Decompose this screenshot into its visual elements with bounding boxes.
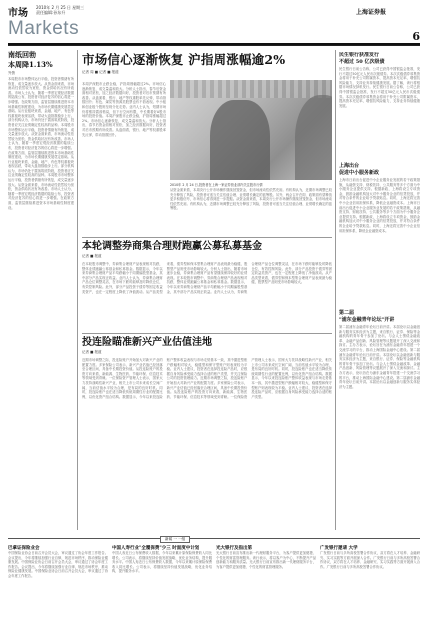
brief-2 <box>112 545 212 623</box>
right-headline-2: 上海出台 <box>339 163 360 169</box>
brief-3-headline: 光大银行及指出第 <box>216 546 252 551</box>
brief-2-text: 中国人寿近日公布保费收入数据，今年以来累计原保险保费收入同比增长。公司表示，将继续坚持价值发展战略，优化业务结构，提升服务水平。中国人寿近日公布保费收入数据，今年以来累计原保险保费收入同比增长。公司表示，将继续坚持价值发展战略，优化业务结构，提升服务水平。 <box>112 551 212 574</box>
brief-4-text: 广发银行日前与多所高校签署合作协议，双方将在人才培养、金融研究、实习实践等方面开展深入合作。广发银行日前与多所高校签署合作协议，双方将在人才培养、金融研究、实习实践等方面开展深入合作。广发银行日前与多所高校签署合作协议。 <box>320 551 420 569</box>
page-number: 6 <box>412 30 420 43</box>
left-tagline: 外资 <box>8 71 15 75</box>
brief-4-headline: 广发银行邀请 大学 <box>320 546 358 551</box>
brief-1-headline: 巴拿证保险业会 <box>8 546 40 551</box>
story3-headline: 投连险瞄准新兴产业估值洼地 <box>82 337 212 348</box>
photo-caption: 2010年 2 月 24 日,投资者在上海一家证券营业部内关注股市行情 <box>170 183 263 187</box>
brief-1-text: 中国保险业协会日前召开会员大会，审议通过了协会年度工作报告。会议提出，今年将继续加强行业自律，规范市场秩序，推动保险业健康发展。中国保险业协会日前召开会员大会，审议通过了协会年度工作报告。会议提出，今年将继续加强行业自律，规范市场秩序，推动保险业健康发展。中国保险业协会日前召开会员大会，审议通过了协会年度工作报告。 <box>8 551 108 578</box>
header-rule <box>8 43 420 45</box>
lead-headline: 市场信心逐渐恢复 沪指周涨幅逾2% <box>82 52 286 67</box>
left-column-text-block: 本周股市市场整体运行平稳，投资者情绪有所恢复，成交量逐步放大。从资金面来看，市场流动性依然较为宽松，资金供给状况有所改善。市场人士认为，随着一季度宏观经济数据的陆续公布，投资者对经济复苏的信心将进一步增强。在政策方面，监管层继续推进资本市场基础性制度建设，为市场长期健康发展奠定基础。从行业板块来看，金融、地产、有色等权重板块表现活跃，带动大盘指数稳步上行。部分机构认为，市场仍处于震荡筑底阶段，投资者应关注业绩确定性较高的品种。本周股市市场整体运行平稳，投资者情绪有所恢复，成交量逐步放大。从资金面来看，市场流动性依然较为宽松，资金供给状况有所改善。市场人士认为，随着一季度宏观经济数据的陆续公布，投资者对经济复苏的信心将进一步增强。在政策方面，监管层继续推进资本市场基础性制度建设，为市场长期健康发展奠定基础。从行业板块来看，金融、地产、有色等权重板块表现活跃，带动大盘指数稳步上行。部分机构认为，市场仍处于震荡筑底阶段，投资者应关注业绩确定性较高的品种。本周股市市场整体运行平稳，投资者情绪有所恢复，成交量逐步放大。从资金面来看，市场流动性依然较为宽松，资金供给状况有所改善。市场人士认为，随着一季度宏观经济数据的陆续公布，投资者对经济复苏的信心将进一步增强。在政策方面，监管层继续推进资本市场基础性制度建设。 <box>8 77 74 210</box>
right-headline-1b: 不超过 50 亿次级债 <box>339 58 385 65</box>
story3-byline: 记者 ■ 报道 <box>82 350 102 354</box>
story-rule <box>82 333 332 334</box>
lead-photo <box>170 80 332 180</box>
issue-date: 2010年 2 月 25 日 星期三 责任编辑:孙东升 <box>36 5 85 15</box>
section-brand: Markets <box>8 18 80 39</box>
right-text-3: 第二届浦东金融青年论坛日前开讲。本届论坛以金融创新与服务实体经济为主题，来自银行、证券、保险等金融机构的青年骨干参加了论坛。与会人士围绕金融改革、金融产品创新、风险管理等议题展开了深入交流和探讨。主办方表示，论坛旨在为浦东金融青年搭建一个交流学习的平台，推动上海国际金融中心建设。第二届浦东金融青年论坛日前开讲。本届论坛以金融创新与服务实体经济为主题，来自银行、证券、保险等金融机构的青年骨干参加了论坛。与会人士围绕金融改革、金融产品创新、风险管理等议题展开了深入交流和探讨。主办方表示，论坛旨在为浦东金融青年搭建一个交流学习的平台，推动上海国际金融中心建设。第二届浦东金融青年论坛日前开讲。本届论坛以金融创新与服务实体经济为主题。 <box>339 325 420 389</box>
brief-3 <box>216 545 316 623</box>
left-headline: 南纸回勃 <box>8 50 36 59</box>
brief-1 <box>8 545 108 623</box>
brief-2-headline: 中国人寿行业"全覆保费"少三 时面度中计划 <box>112 546 200 551</box>
story2-text: 在本轮股市调整中，券商集合理财产品表现相对抗跌，整体业绩跑赢公募基金和私募基金。数据显示，今年以来券商集合理财产品平均跌幅小于同期偏股型基金，其中部分产品实现正收益。业内人士认为，券商集合理财产品仓位调整灵活，在市场下跌时能够及时降低仓位，有效控制风险。此外，部分产品投资于债券等固定收益类资产，也在一定程度上降低了净值波动。从产品类型来看，债券型和保本型集合理财产品表现最为稳健，股票型产品则受市场影响较大。分析人士指出，随着市场逐步企稳，券商集合理财产品有望继续保持较好的业绩表现。在本轮股市调整中，券商集合理财产品表现相对抗跌，整体业绩跑赢公募基金和私募基金。数据显示，今年以来券商集合理财产品平均跌幅小于同期偏股型基金，其中部分产品实现正收益。业内人士认为，券商集合理财产品仓位调整灵活，在市场下跌时能够及时降低仓位，有效控制风险。此外，部分产品投资于债券等固定收益类资产，也在一定程度上降低了净值波动。从产品类型来看，债券型和保本型集合理财产品表现最为稳健，股票型产品则受市场影响较大。 <box>82 262 332 294</box>
person-figure <box>210 100 270 180</box>
brief-3-text: 光大银行日前宣布推出新一代理财服务平台，为客户提供更加便捷、个性化的财富管理服务。该行表示，将以客户为中心，不断提升产品创新能力和服务质量。光大银行日前宣布推出新一代理财服务平台，为客户提供更加便捷、个性化的财富管理服务。 <box>216 551 316 569</box>
lead-text-col-1: 本周沪深股市止跌企稳，沪指周涨幅超过2%。市场信心逐渐恢复，成交量温和放大。分析人士指出，春节后资金面相对宽松，加之经济数据向好，投资者对后市预期有所改善。从盘面看，银行、地产等权重股率先反弹，带动指数回升；有色、煤炭等资源类股票也有不俗表现。中小板和创业板个股则呈现分化走势。业内人士认为，短期市场仍将维持震荡格局，但下行空间有限，中长期看好A股市场的投资价值。本周沪深股市止跌企稳，沪指周涨幅超过2%。市场信心逐渐恢复，成交量温和放大。分析人士指出，春节后资金面相对宽松，加之经济数据向好，投资者对后市预期有所改善。从盘面看，银行、地产等权重股率先反弹，带动指数回升。 <box>82 82 166 137</box>
story3-headline-block <box>82 336 332 358</box>
column-rule <box>335 50 336 530</box>
masthead <box>8 4 420 46</box>
lead-byline: 记者 周 ■ 记者 ■ 报道 <box>82 70 119 74</box>
section-name: 市场 <box>8 8 28 19</box>
right-headline-1: 民生银行获准发行 <box>339 52 380 58</box>
story2-headline-block <box>82 240 332 262</box>
right-column <box>339 52 420 530</box>
story3-text: 近期市场调整之际，投连险账户开始加大对新兴产业的配置力度。多家保险公司表示，新兴产业估值已经回落至合理区间，具备中长期投资价值。从投连险账户的投资方向来看，新能源、生物医药、节能环保、信息技术等领域受到青睐。一位保险资产管理人士表示，国家大力扶持战略性新兴产业，相关上市公司未来成长空间广阔，当前估值水平较为合理，是布局的良好时机。同时，投连险账户也在适当降低传统周期性行业的配置比例，以优化资产组合结构。数据显示，今年以来投连险账户整体收益表现与市场走势基本一致，其中激进型账户跌幅相对较大，稳健型和保守型账户则表现较为平稳。业内人士建议，投资者在选择投连险产品时，应根据自身风险承受能力选择合适的账户类型，并关注保险公司的投资管理能力。近期市场调整之际，投连险账户开始加大对新兴产业的配置力度。多家保险公司表示，新兴产业估值已经回落至合理区间，具备中长期投资价值。从投连险账户的投资方向来看，新能源、生物医药、节能环保、信息技术等领域受到青睐。一位保险资产管理人士表示，国家大力扶持战略性新兴产业，相关上市公司未来成长空间广阔，当前估值水平较为合理，是布局的良好时机。同时，投连险账户也在适当降低传统周期性行业的配置比例，以优化资产组合结构。数据显示，今年以来投连险账户整体收益表现与市场走势基本一致，其中激进型账户跌幅相对较大，稳健型和保守型账户则表现较为平稳。业内人士建议，投资者在选择投连险产品时，应根据自身风险承受能力选择合适的账户类型。 <box>82 358 332 399</box>
story2-headline: 本轮调整券商集合理财跑赢公募私募基金 <box>82 241 262 252</box>
left-subhead: 本周降1.13% <box>8 60 53 69</box>
divider-label: 新闻 一 一组 <box>160 536 190 543</box>
lead-text-col-2: 从资金面来看，本周央行公开市场操作继续回笼资金，但市场流动性依然充裕。有机构认为，近期市场调整已较充分释放了风险，投资者可适当关注估值合理、业绩增长确定的蓝筹股。另外，两会召开在即，政策面有望释放更多积极信号，市场信心将得到进一步提振。从资金面来看，本周央行公开市场操作继续回笼资金，但市场流动性依然充裕。有机构认为，近期市场调整已较充分释放了风险，投资者可适当关注估值合理、业绩增长确定的蓝筹股。 <box>170 188 332 211</box>
quote-board <box>170 80 332 98</box>
right-text-1: 民生银行日前公告称，公司已获得中国银监会批准，发行不超过50亿元人民币次级债券。本次次级债券募集资金将用于补充公司附属资本，提高资本充足率，增强抗风险能力，支持业务持续健康发展。据了解，该行将根据市场情况择机发行。民生银行日前公告称，公司已获得中国银监会批准，发行不超过50亿元人民币次级债券。本次次级债券募集资金将用于补充公司附属资本，提高资本充足率，增强抗风险能力，支持业务持续健康发展。 <box>339 67 420 108</box>
column-rule <box>77 50 78 530</box>
right-headline-3: 第二届 <box>339 310 355 316</box>
story-rule <box>82 237 332 238</box>
left-column <box>8 50 74 530</box>
right-headline-2b: 促进中小服务新政 <box>339 169 380 176</box>
right-headline-3b: "浦东金融青年论坛"开讲 <box>339 316 395 323</box>
section-divider <box>8 538 420 539</box>
right-text-2: 上海市日前出台促进中小企业服务业发展的若干政策措施，从融资支持、财税扶持、公共服务等多个方面为中小服务企业提供支持。根据新政，上海将设立专项资金，鼓励金融机构加大对中小服务企业的信贷投放，并对符合条件的企业给予贷款贴息。同时，上海还将完善中小企业信用担保体系，降低企业融资成本。上海市日前出台促进中小企业服务业发展的若干政策措施，从融资支持、财税扶持、公共服务等多个方面为中小服务企业提供支持。根据新政，上海将设立专项资金，鼓励金融机构加大对中小服务企业的信贷投放，并对符合条件的企业给予贷款贴息。同时，上海还将完善中小企业信用担保体系，降低企业融资成本。 <box>339 178 420 233</box>
person-figure <box>295 95 332 180</box>
paper-name: 上海证券报 <box>355 9 386 16</box>
story2-byline: 记者 ■ 报道 <box>82 254 102 258</box>
brief-4 <box>320 545 420 623</box>
